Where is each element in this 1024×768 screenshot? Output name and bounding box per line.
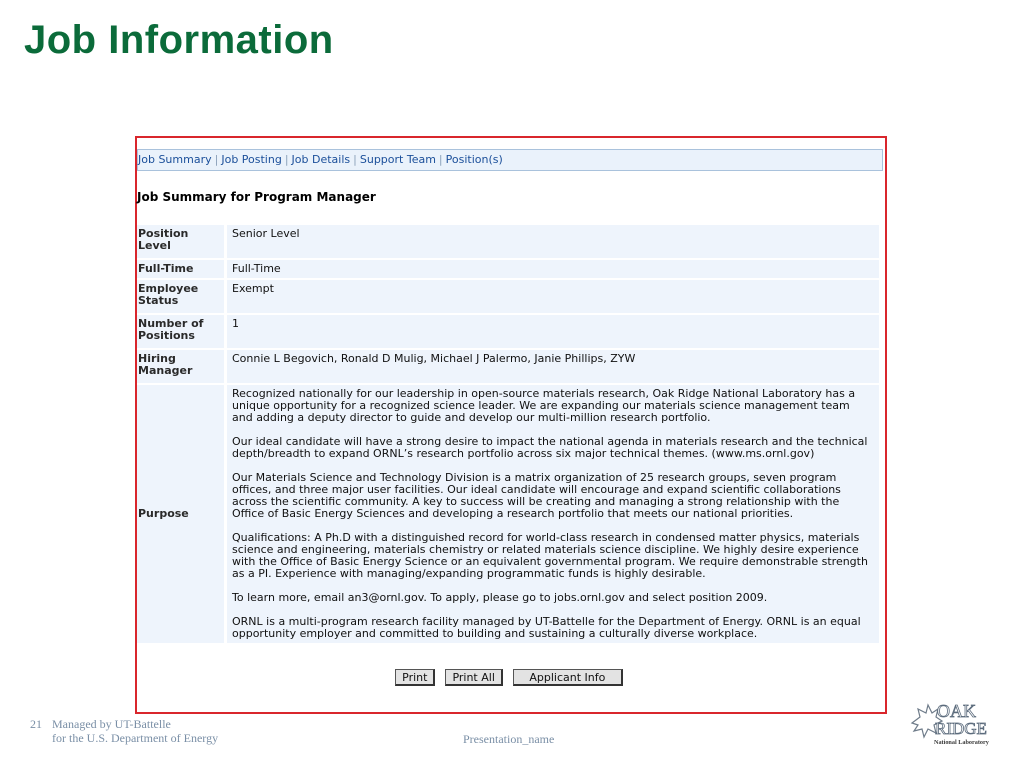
slide-title: Job Information <box>24 18 334 62</box>
tab-separator: | <box>214 153 219 166</box>
tab-positions[interactable]: Position(s) <box>445 153 503 166</box>
field-label-hiring-manager: Hiring Manager <box>137 350 227 383</box>
field-value-full-time: Full-Time <box>227 260 879 278</box>
field-label-position-level: Position Level <box>137 225 227 258</box>
field-value-hiring-manager: Connie L Begovich, Ronald D Mulig, Michael J Palermo, Janie Phillips, ZYW <box>227 350 879 383</box>
tab-support-team[interactable]: Support Team <box>359 153 436 166</box>
tab-separator: | <box>438 153 443 166</box>
managed-line-1: Managed by UT-Battelle <box>52 717 171 731</box>
logo-oak: OAK <box>937 701 976 721</box>
tab-bar <box>137 149 883 171</box>
purpose-paragraph: Qualifications: A Ph.D with a distinguished record for world-class research in condensed matter physics, materials science and engineering, materials chemistry or related materials science discipline. We highly desire experience with the Office of Basic Energy Science or an equivalent governmental program. We require demonstrable strength as a PI. Experience with managing/expanding programmatic funds is highly desirable. <box>232 531 868 580</box>
purpose-paragraph: Our ideal candidate will have a strong desire to impact the national agenda in materials research and the technical depth/breadth to expand ORNL’s research portfolio across six major technical themes. (www.ms.ornl.gov) <box>232 435 868 460</box>
field-label-full-time: Full-Time <box>137 260 227 278</box>
logo-national-laboratory: National Laboratory <box>934 739 989 746</box>
tab-separator: | <box>284 153 289 166</box>
table-row <box>137 225 879 258</box>
purpose-paragraph: To learn more, email an3@ornl.gov. To apply, please go to jobs.ornl.gov and select position 2009. <box>232 591 768 604</box>
field-value-purpose <box>227 385 879 643</box>
print-button[interactable]: Print <box>395 669 435 686</box>
print-all-button[interactable]: Print All <box>445 669 502 686</box>
ornl-logo <box>906 697 1002 747</box>
purpose-paragraph: Recognized nationally for our leadership in open-source materials research, Oak Ridge National Laboratory has a unique opportunity for a recognized science leader. We are expanding our materials science management team and adding a deputy director to guide and develop our multi-million research portfolio. <box>232 387 856 424</box>
presentation-name: Presentation_name <box>463 732 555 746</box>
table-row <box>137 385 879 643</box>
tab-separator: | <box>353 153 357 166</box>
field-label-purpose: Purpose <box>137 385 227 643</box>
job-summary-table <box>137 223 879 645</box>
job-summary-heading: Job Summary for Program Manager <box>137 190 376 204</box>
slide-number: 21 <box>30 717 42 731</box>
button-row <box>137 669 881 686</box>
tab-job-details[interactable]: Job Details <box>291 153 351 166</box>
purpose-paragraph: ORNL is a multi-program research facility managed by UT-Battelle for the Department of Energy. ORNL is an equal opportunity employer and committed to building and sustaining a culturally diverse workplace. <box>232 615 861 640</box>
applicant-info-button[interactable]: Applicant Info <box>513 669 623 686</box>
tab-job-summary[interactable]: Job Summary <box>138 153 212 166</box>
managed-line-2: for the U.S. Department of Energy <box>52 731 219 745</box>
field-value-position-level: Senior Level <box>227 225 879 258</box>
field-value-employee-status: Exempt <box>227 280 879 313</box>
purpose-paragraph: Our Materials Science and Technology Division is a matrix organization of 25 research groups, seven program offices, and three major user facilities. Our ideal candidate will encourage and expand scientific collaborations across the scientific community. A key to success will be creating and managing a strong relationship with the Office of Basic Energy Sciences and developing a research portfolio that meets our national priorities. <box>232 471 841 520</box>
field-label-number-of-positions: Number of Positions <box>137 315 227 348</box>
managed-by-text <box>52 717 218 745</box>
table-row <box>137 350 879 383</box>
table-row <box>137 260 879 278</box>
field-value-number-of-positions: 1 <box>227 315 879 348</box>
screenshot-frame <box>135 136 887 714</box>
logo-ridge: RIDGE <box>935 719 987 738</box>
table-row <box>137 280 879 313</box>
tab-job-posting[interactable]: Job Posting <box>221 153 282 166</box>
table-row <box>137 315 879 348</box>
field-label-employee-status: Employee Status <box>137 280 227 313</box>
